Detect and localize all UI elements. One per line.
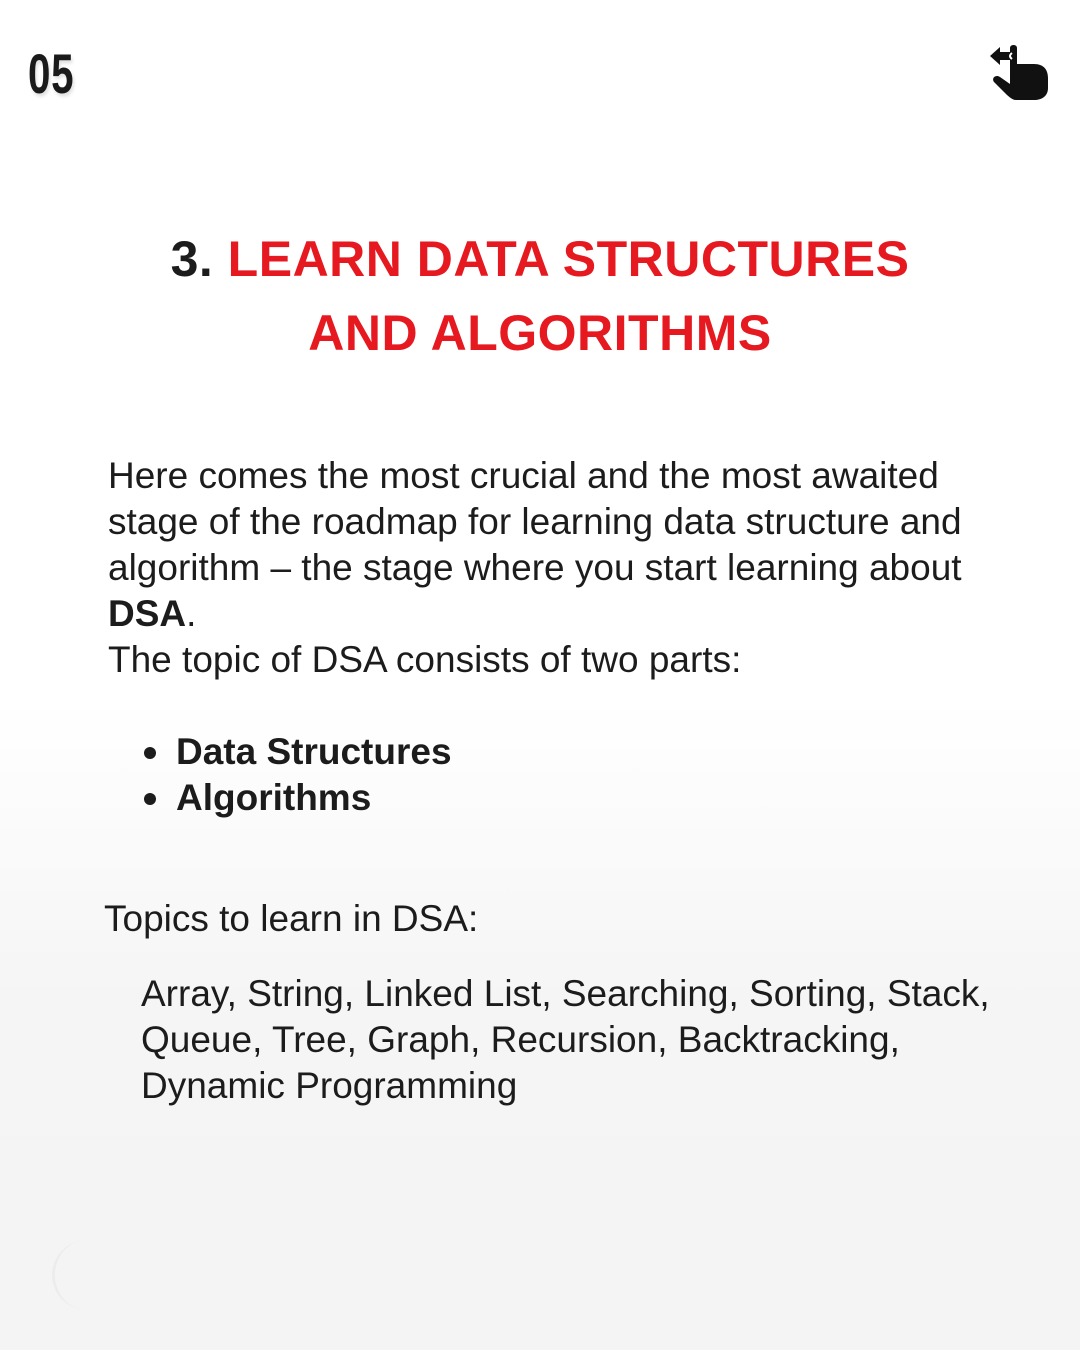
title-line-1: LEARN DATA STRUCTURES (227, 231, 910, 287)
faint-decoration (52, 1240, 285, 1310)
bullet-icon (144, 793, 156, 805)
intro-bold-dsa: DSA (108, 593, 187, 634)
intro-text-end: . (186, 593, 197, 634)
topics-heading: Topics to learn in DSA: (104, 898, 479, 939)
page-number: 05 (28, 42, 75, 105)
list-item-label: Algorithms (176, 777, 372, 818)
list-item-label: Data Structures (176, 731, 452, 772)
intro-text: Here comes the most crucial and the most awaited stage of the roadmap for learning data structure and algorithm – the stage where you start learning about (108, 455, 962, 588)
intro-second-line: The topic of DSA consists of two parts: (108, 639, 742, 680)
dsa-parts-list (140, 729, 452, 821)
list-item (140, 729, 452, 775)
section-title (0, 222, 1080, 370)
list-item (140, 775, 452, 821)
bullet-icon (144, 747, 156, 759)
section-number: 3. (170, 231, 214, 287)
title-line-2: AND ALGORITHMS (308, 305, 772, 361)
intro-paragraph (108, 453, 1008, 683)
topics-list: Array, String, Linked List, Searching, Sorting, Stack, Queue, Tree, Graph, Recursion, Backtracking, Dynamic Programming (141, 973, 990, 1106)
swipe-left-hand-icon (986, 38, 1052, 104)
